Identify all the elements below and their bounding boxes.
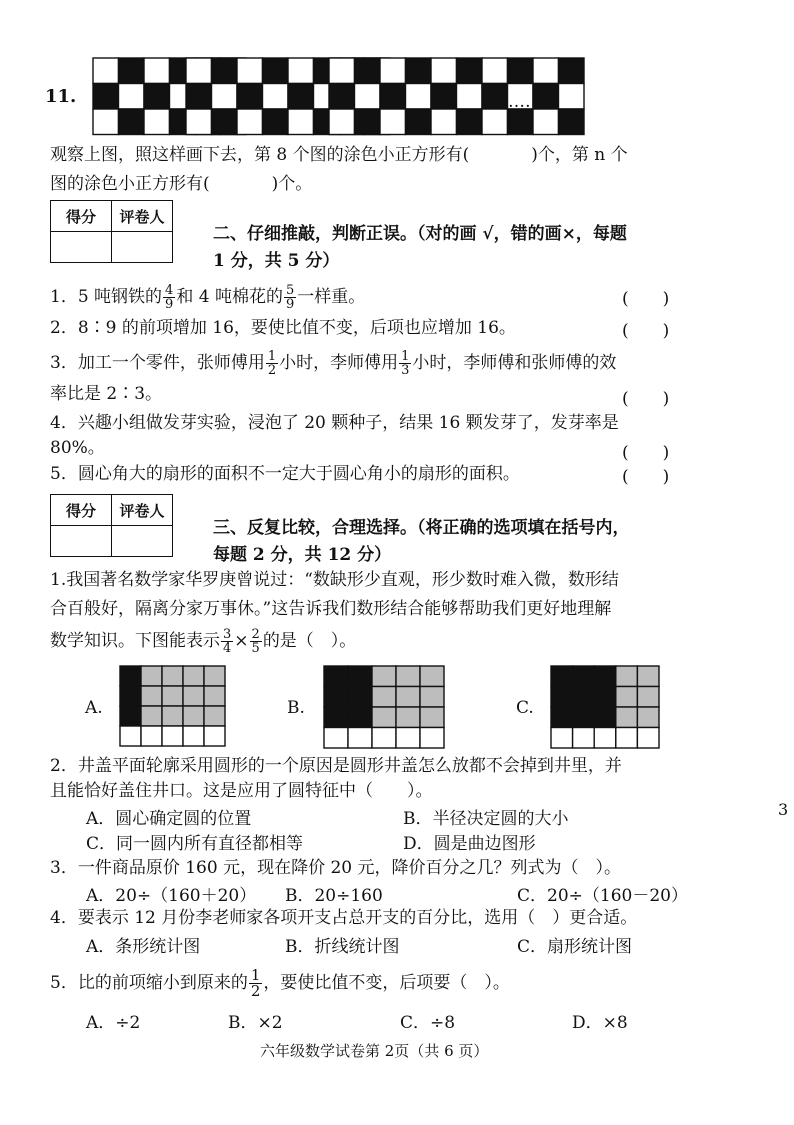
- grid-cell: [324, 728, 348, 749]
- gray-cell: [637, 687, 659, 708]
- score-label: 得分: [51, 495, 112, 526]
- gray-cell: [162, 686, 183, 706]
- black-cell: [324, 687, 348, 708]
- black-cell: [551, 687, 573, 708]
- item-text: 3．加工一个零件，张师傅用: [50, 353, 265, 373]
- grid-cell: [162, 726, 183, 746]
- numerator: 2: [251, 627, 260, 642]
- gray-cell: [372, 666, 396, 687]
- gray-cell: [162, 666, 183, 686]
- q11-text-d: )个。: [271, 174, 313, 194]
- q3-option-c[interactable]: C．20÷（160－20）: [517, 886, 688, 906]
- black-cell: [573, 687, 595, 708]
- section3-title-line2: 每题 2 分，共 12 分）: [213, 545, 392, 565]
- reviewer-label: 评卷人: [112, 201, 173, 232]
- gray-cell: [183, 706, 204, 726]
- denominator: 5: [251, 641, 260, 656]
- gray-cell: [141, 686, 162, 706]
- times-sign: ×: [234, 631, 249, 651]
- black-cell: [120, 666, 141, 686]
- q11-ellipsis: ……: [508, 92, 542, 112]
- judge-item-5: 5．圆心角大的扇形的面积不一定大于圆心角小的扇形的面积。: [50, 464, 520, 484]
- answer-paren-3[interactable]: ( ): [622, 389, 670, 409]
- gray-cell: [396, 666, 420, 687]
- numerator: 1: [401, 349, 410, 364]
- section2-title-line1: 二、仔细推敲，判断正误。（对的画 √，错的画×，每题: [213, 224, 627, 244]
- gray-cell: [141, 666, 162, 686]
- answer-paren-1[interactable]: ( ): [622, 289, 670, 309]
- judge-item-4-cont: 80%。: [50, 438, 105, 458]
- gray-cell: [420, 707, 444, 728]
- grid-cell: [183, 726, 204, 746]
- choice-q1-line2: 合百般好，隔离分家万事休。”这告诉我们数形结合能够帮助我们更好地理解: [50, 599, 612, 619]
- grid-cell: [616, 728, 638, 749]
- gray-cell: [637, 666, 659, 687]
- grid-cell: [120, 726, 141, 746]
- q4-option-a[interactable]: A．条形统计图: [86, 937, 201, 957]
- black-cell: [573, 707, 595, 728]
- gray-cell: [162, 706, 183, 726]
- item-text: 一样重。: [297, 287, 366, 307]
- item-text: 5．比的前项缩小到原来的: [50, 973, 248, 993]
- black-cell: [324, 707, 348, 728]
- denominator: 9: [165, 297, 174, 312]
- black-cell: [551, 666, 573, 687]
- q3-option-a[interactable]: A．20÷（160＋20）: [86, 886, 257, 906]
- q11-text-b: )个，第 n 个: [531, 145, 628, 165]
- choice-q2-line1: 2．井盖平面轮廓采用圆形的一个原因是圆形井盖怎么放都不会掉到井里，并: [50, 756, 622, 776]
- q2-option-c[interactable]: C．同一圆内所有直径都相等: [86, 834, 304, 854]
- q5-option-c[interactable]: C．÷8: [400, 1013, 456, 1033]
- fraction: [249, 968, 263, 999]
- answer-paren-5[interactable]: ( ): [622, 467, 670, 487]
- q4-option-c[interactable]: C．扇形统计图: [517, 937, 633, 957]
- judge-item-3-cont: 率比是 2∶3。: [50, 384, 163, 404]
- q5-option-d[interactable]: D．×8: [572, 1013, 628, 1033]
- grid-cell: [204, 726, 225, 746]
- denominator: 2: [250, 982, 261, 1000]
- gray-cell: [637, 707, 659, 728]
- grid-cell: [420, 728, 444, 749]
- gray-cell: [183, 666, 204, 686]
- choice-q3-line: 3．一件商品原价 160 元，现在降价 20 元，降价百分之几？列式为（ ）。: [50, 858, 622, 878]
- section3-title-line1: 三、反复比较，合理选择。（将正确的选项填在括号内，: [213, 518, 630, 538]
- option-c-label[interactable]: C.: [516, 698, 534, 718]
- q5-option-b[interactable]: B．×2: [228, 1013, 283, 1033]
- gray-cell: [204, 706, 225, 726]
- gray-cell: [204, 686, 225, 706]
- gray-cell: [616, 666, 638, 687]
- grid-cell: [141, 726, 162, 746]
- grid-cell: [372, 728, 396, 749]
- gray-cell: [141, 706, 162, 726]
- reviewer-label: 评卷人: [112, 495, 173, 526]
- gray-cell: [616, 687, 638, 708]
- black-cell: [594, 707, 616, 728]
- item-text: 小时，李师傅和张师傅的效: [412, 353, 617, 373]
- black-cell: [551, 707, 573, 728]
- q11-number: 11.: [45, 86, 77, 107]
- gray-cell: [372, 687, 396, 708]
- page-footer: 六年级数学试卷第 2页（共 6 页）: [260, 1042, 489, 1060]
- side-page-mark: 3: [778, 800, 789, 819]
- gray-cell: [420, 666, 444, 687]
- black-cell: [594, 687, 616, 708]
- denominator: 4: [223, 641, 232, 656]
- numerator: 4: [165, 283, 174, 298]
- q3-option-b[interactable]: B．20÷160: [285, 886, 383, 906]
- item-text: 数学知识。下图能表示: [50, 631, 220, 651]
- q2-option-a[interactable]: A．圆心确定圆的位置: [86, 809, 252, 829]
- q11-text-c: 图的涂色小正方形有(: [50, 174, 210, 194]
- choice-q5-line: [50, 968, 510, 999]
- item-text: ，要使比值不变，后项要（ ）。: [263, 973, 510, 993]
- item-text: 1．5 吨钢铁的: [50, 287, 163, 307]
- item-text: 小时，李师傅用: [279, 353, 399, 373]
- judge-item-2: 2．8∶9 的前项增加 16，要使比值不变，后项也应增加 16。: [50, 318, 516, 338]
- grid-cell: [573, 728, 595, 749]
- black-cell: [348, 666, 372, 687]
- section2-title-line2: 1 分，共 5 分）: [213, 251, 340, 271]
- grid-cell: [348, 728, 372, 749]
- gray-cell: [204, 666, 225, 686]
- grid-cell: [637, 728, 659, 749]
- grid-cell: [594, 728, 616, 749]
- q4-option-b[interactable]: B．折线统计图: [285, 937, 400, 957]
- q11-text-a: 观察上图，照这样画下去，第 8 个图的涂色小正方形有(: [50, 145, 470, 165]
- denominator: 9: [285, 297, 295, 312]
- choice-q2-line2: 且能恰好盖住井口。这是应用了圆特征中（ ）。: [50, 781, 433, 801]
- numerator: 3: [223, 627, 232, 642]
- numerator: 1: [250, 966, 261, 984]
- numerator: 5: [285, 283, 295, 298]
- answer-paren-4[interactable]: ( ): [622, 443, 670, 463]
- q5-option-a[interactable]: A．÷2: [86, 1013, 141, 1033]
- grid-cell: [551, 728, 573, 749]
- denominator: 2: [267, 363, 277, 378]
- gray-cell: [183, 686, 204, 706]
- option-a-label[interactable]: A.: [85, 698, 103, 718]
- choice-q1-line1: 1.我国著名数学家华罗庚曾说过：“数缺形少直观，形少数时难入微，数形结: [50, 570, 619, 590]
- gray-cell: [396, 707, 420, 728]
- score-label: 得分: [51, 201, 112, 232]
- item-text: 的是（ ）。: [262, 631, 357, 651]
- black-cell: [120, 706, 141, 726]
- option-b-label[interactable]: B.: [287, 698, 305, 718]
- answer-paren-2[interactable]: ( ): [622, 321, 670, 341]
- black-cell: [348, 707, 372, 728]
- numerator: 1: [267, 349, 277, 364]
- grid-cell: [396, 728, 420, 749]
- q2-option-b[interactable]: B．半径决定圆的大小: [403, 809, 569, 829]
- black-cell: [594, 666, 616, 687]
- item-text: 和 4 吨棉花的: [176, 287, 283, 307]
- gray-cell: [372, 707, 396, 728]
- gray-cell: [396, 687, 420, 708]
- black-cell: [573, 666, 595, 687]
- black-cell: [120, 686, 141, 706]
- gray-cell: [616, 707, 638, 728]
- denominator: 3: [401, 363, 410, 378]
- choice-q4-line: 4．要表示 12 月份李老师家各项开支占总开支的百分比，选用（ ）更合适。: [50, 908, 638, 928]
- black-cell: [348, 687, 372, 708]
- black-cell: [324, 666, 348, 687]
- judge-item-4: 4．兴趣小组做发芽实验，浸泡了 20 颗种子，结果 16 颗发芽了，发芽率是: [50, 413, 619, 433]
- q2-option-d[interactable]: D．圆是曲边图形: [403, 834, 536, 854]
- gray-cell: [420, 687, 444, 708]
